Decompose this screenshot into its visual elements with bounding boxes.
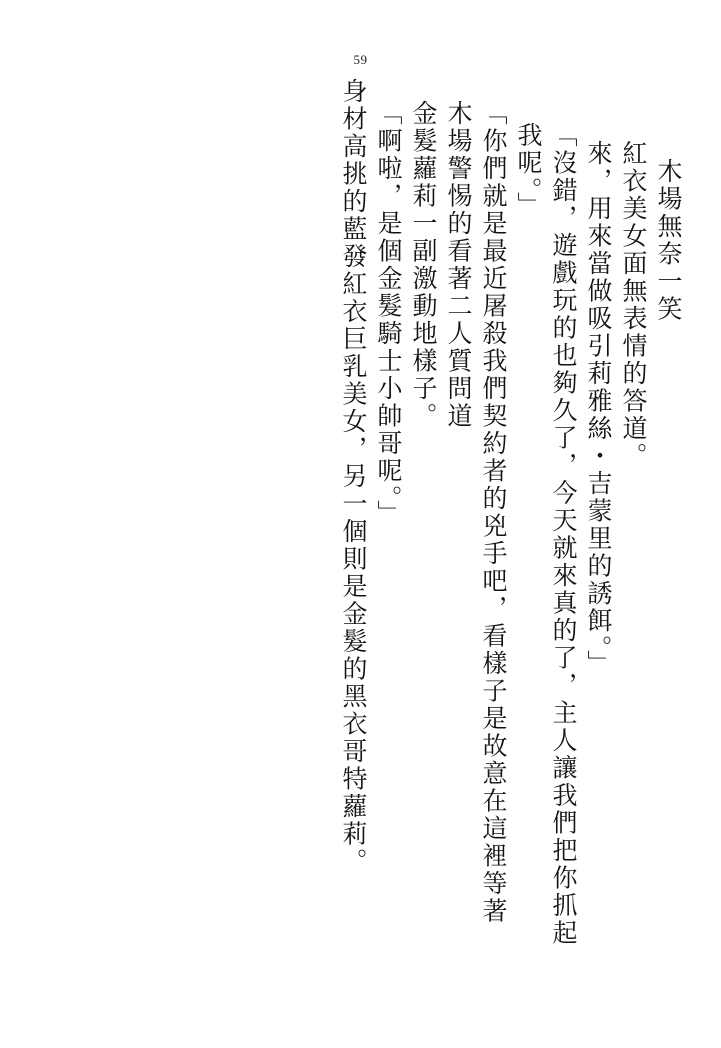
vertical-text-body <box>331 78 681 968</box>
text-column: 木場警惕的看著二人質問道 <box>444 100 473 430</box>
page-number: 59 <box>353 52 368 67</box>
text-column: 「啊啦，是個金髮騎士小帥哥呢。」 <box>374 100 403 528</box>
text-column: 木場無奈一笑 <box>654 158 683 323</box>
text-column: 「沒錯，遊戲玩的也夠久了，今天就來真的了，主人讓我們把你抓起 <box>549 122 578 947</box>
text-column: 身材高挑的藍發紅衣巨乳美女，另一個則是金髮的黑衣哥特蘿莉。 <box>339 78 368 876</box>
text-column: 金髮蘿莉一副激動地樣子。 <box>409 100 438 430</box>
text-column: 來，用來當做吸引莉雅絲・吉蒙里的誘餌。」 <box>584 140 613 678</box>
text-column: 「你們就是最近屠殺我們契約者的兇手吧，看樣子是故意在這裡等著 <box>479 100 508 925</box>
text-column: 我呢。」 <box>514 122 543 220</box>
text-column: 紅衣美女面無表情的答道。 <box>619 140 648 470</box>
